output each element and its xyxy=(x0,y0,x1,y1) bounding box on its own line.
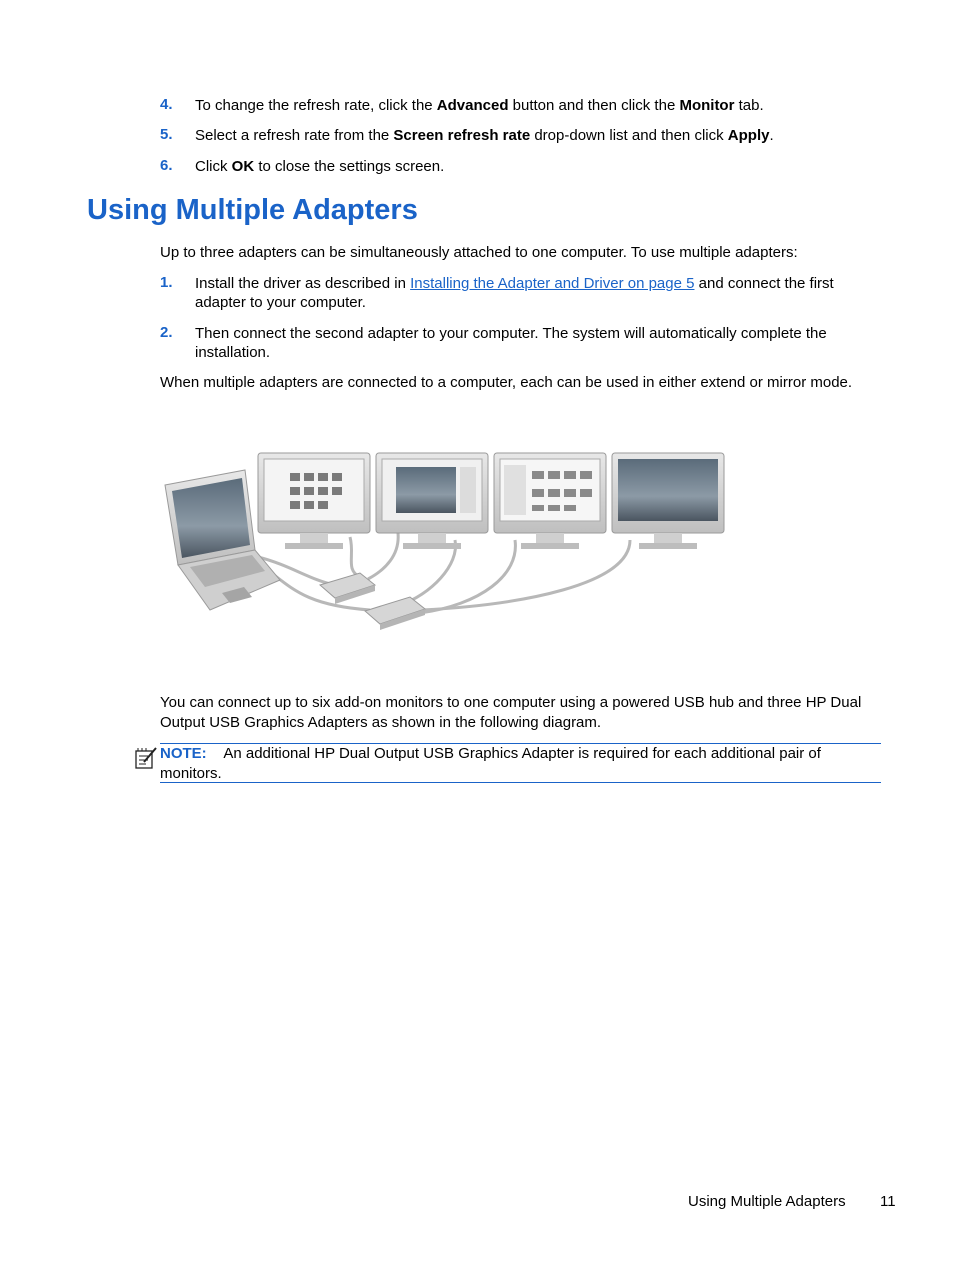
step-text: Then connect the second adapter to your computer. The system will automatically complete the installation. xyxy=(195,325,827,361)
note-label: NOTE: xyxy=(160,745,207,762)
step-text: Select a refresh rate from the Screen refresh rate drop-down list and then click Apply. xyxy=(195,127,774,144)
usb-adapter-2 xyxy=(365,597,425,630)
footer-title: Using Multiple Adapters xyxy=(688,1193,846,1210)
page-number: 11 xyxy=(880,1193,896,1210)
note-icon xyxy=(134,746,158,770)
usb-adapter-1 xyxy=(320,573,375,604)
intro-paragraph: Up to three adapters can be simultaneously attached to one computer. To use multiple adapters: xyxy=(160,244,798,261)
step-text: Click OK to close the settings screen. xyxy=(195,158,445,175)
step-number: 1. xyxy=(160,274,173,291)
multiple-adapters-illustration xyxy=(160,445,730,635)
section-heading: Using Multiple Adapters xyxy=(87,194,418,226)
step-number: 4. xyxy=(160,96,173,113)
step-number: 5. xyxy=(160,126,173,143)
mode-paragraph: When multiple adapters are connected to a computer, each can be used in either extend or mirror mode. xyxy=(160,374,853,391)
install-adapter-link[interactable]: Installing the Adapter and Driver on page 5 xyxy=(410,275,695,292)
step-number: 2. xyxy=(160,324,173,341)
hub-paragraph: You can connect up to six add-on monitors to one computer using a powered USB hub and three HP Dual Output USB Graphics Adapters as shown in the following diagram. xyxy=(160,694,862,731)
monitor-1 xyxy=(258,453,370,549)
note-text: NOTE: An additional HP Dual Output USB Graphics Adapter is required for each additional pair of monitors. xyxy=(160,745,821,782)
step-text: Install the driver as described in Installing the Adapter and Driver on page 5 and connect the first adapter to your computer. xyxy=(195,275,834,311)
monitor-2 xyxy=(376,453,488,549)
step-text: To change the refresh rate, click the Advanced button and then click the Monitor tab. xyxy=(195,97,764,114)
monitor-3 xyxy=(494,453,606,549)
step-number: 6. xyxy=(160,157,173,174)
monitor-4 xyxy=(612,453,724,549)
